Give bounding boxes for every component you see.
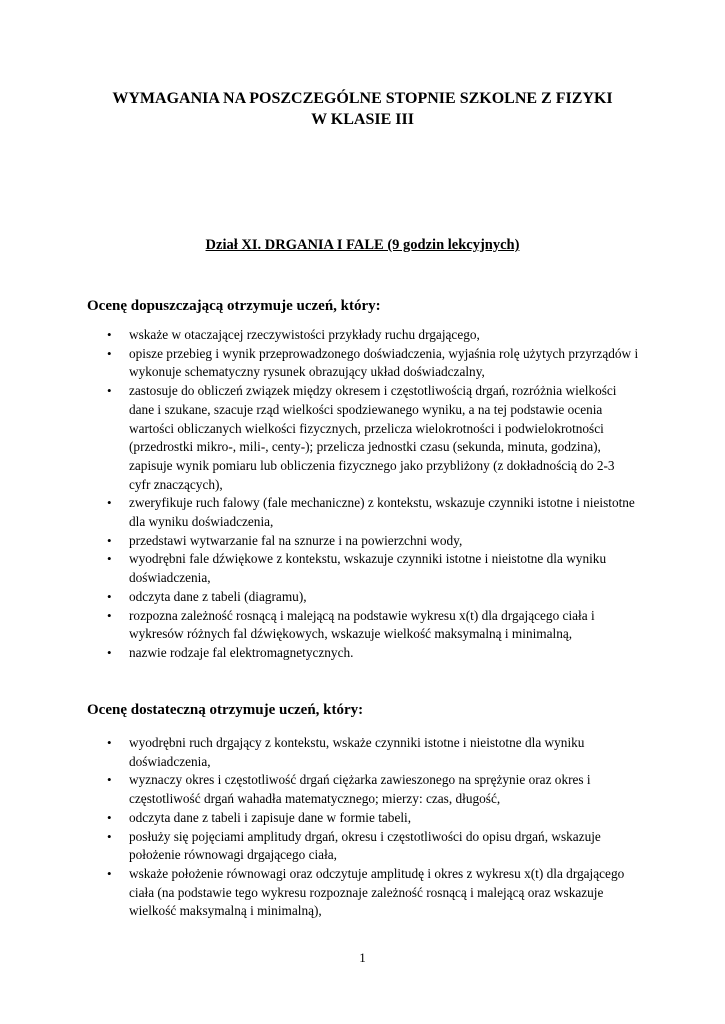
list-item-text: opisze przebieg i wynik przeprowadzonego doświadczenia, wyjaśnia rolę użytych przyrządów i wykonuje schematyczny rysunek obrazujący układ doświadczalny, <box>129 345 639 380</box>
bullet-icon: • <box>107 532 112 548</box>
bullet-icon: • <box>107 495 112 511</box>
list-item-text: zastosuje do obliczeń związek między okresem i częstotliwością drgań, rozróżnia wielkości dane i szukane, szacuje rząd wielkości spodziewanego wyniku, a na tej podstawie ocenia wartości obliczanych wielkości fizycznych, przelicza wielokrotności i podwielokrotności (przedrostki mikro-, mili-, centy-); przelicza jednostki czasu (sekunda, minuta, godzina), zapisuje wynik pomiaru lub obliczenia fizycznego jako przybliżony (z dokładnością do 2-3 cyfr znaczących), <box>129 383 617 492</box>
list-item <box>0 382 639 494</box>
list-item <box>0 326 639 345</box>
bullet-icon: • <box>107 383 112 399</box>
list-item <box>0 550 639 587</box>
document-title-line-1: WYMAGANIA NA POSZCZEGÓLNE STOPNIE SZKOLNE Z FIZYKI <box>112 90 613 107</box>
list-item-text: zweryfikuje ruch falowy (fale mechaniczne) z kontekstu, wskazuje czynniki istotne i nieistotne dla wyniku doświadczenia, <box>129 495 635 530</box>
list-item-text: odczyta dane z tabeli i zapisuje dane w formie tabeli, <box>129 809 412 825</box>
list-item-text: wskaże w otaczającej rzeczywistości przykłady ruchu drgającego, <box>129 327 480 342</box>
bullet-icon: • <box>107 644 112 660</box>
requirements-list-dopuszczajaca <box>0 326 639 663</box>
list-item-text: posłuży się pojęciami amplitudy drgań, okresu i częstotliwości do opisu drgań, wskazuje położenie równowagi drgającego ciała, <box>129 828 601 863</box>
list-item <box>0 607 639 644</box>
list-item <box>0 644 639 663</box>
page-number: 1 <box>359 950 366 965</box>
list-item-text: wyodrębni ruch drgający z kontekstu, wskaże czynniki istotne i nieistotne dla wyniku doświadczenia, <box>129 735 585 769</box>
bullet-icon: • <box>107 735 112 750</box>
list-item-text: przedstawi wytwarzanie fal na sznurze i na powierzchni wody, <box>129 532 463 548</box>
bullet-icon: • <box>107 588 112 604</box>
list-item <box>0 828 639 865</box>
bullet-icon: • <box>107 828 112 844</box>
list-item <box>0 809 639 828</box>
bullet-icon: • <box>107 607 112 623</box>
list-item-text: wyodrębni fale dźwiękowe z kontekstu, wskazuje czynniki istotne i nieistotne dla wyniku doświadczenia, <box>129 551 607 586</box>
list-item <box>0 345 639 382</box>
list-item <box>0 532 639 551</box>
list-item-text: odczyta dane z tabeli (diagramu), <box>129 588 307 604</box>
list-item-text: wyznaczy okres i częstotliwość drgań ciężarka zawieszonego na sprężynie oraz okres i częstotliwość drgań wahadła matematycznego; mierzy: czas, długość, <box>129 772 591 807</box>
bullet-icon: • <box>107 327 112 342</box>
list-item-text: rozpozna zależność rosnącą i malejącą na podstawie wykresu x(t) dla drgającego ciała i wykresów różnych fal dźwiękowych, wskazuje wielkość maksymalną i minimalną, <box>129 607 595 642</box>
bullet-icon: • <box>107 772 112 788</box>
bullet-icon: • <box>107 551 112 567</box>
section-heading: Dział XI. DRGANIA I FALE (9 godzin lekcyjnych) <box>205 237 520 253</box>
grade-heading-dopuszczajaca: Ocenę dopuszczającą otrzymuje uczeń, który: <box>87 298 381 314</box>
bullet-icon: • <box>107 809 112 825</box>
list-item <box>0 588 639 607</box>
list-item <box>0 494 639 531</box>
list-item <box>0 734 639 771</box>
list-item-text: wskaże położenie równowagi oraz odczytuje amplitudę i okres z wykresu x(t) dla drgającego ciała (na podstawie tego wykresu rozpoznaje zależność rosnącą i malejącą oraz wskazuje wielkość maksymalną i minimalną), <box>129 865 625 919</box>
requirements-list-dostateczna <box>0 734 639 921</box>
grade-heading-dostateczna: Ocenę dostateczną otrzymuje uczeń, który: <box>87 702 364 718</box>
bullet-icon: • <box>107 345 112 361</box>
list-item <box>0 771 639 808</box>
bullet-icon: • <box>107 865 112 881</box>
list-item-text: nazwie rodzaje fal elektromagnetycznych. <box>129 644 354 660</box>
list-item <box>0 865 639 921</box>
document-title-line-2: W KLASIE III <box>311 111 414 128</box>
